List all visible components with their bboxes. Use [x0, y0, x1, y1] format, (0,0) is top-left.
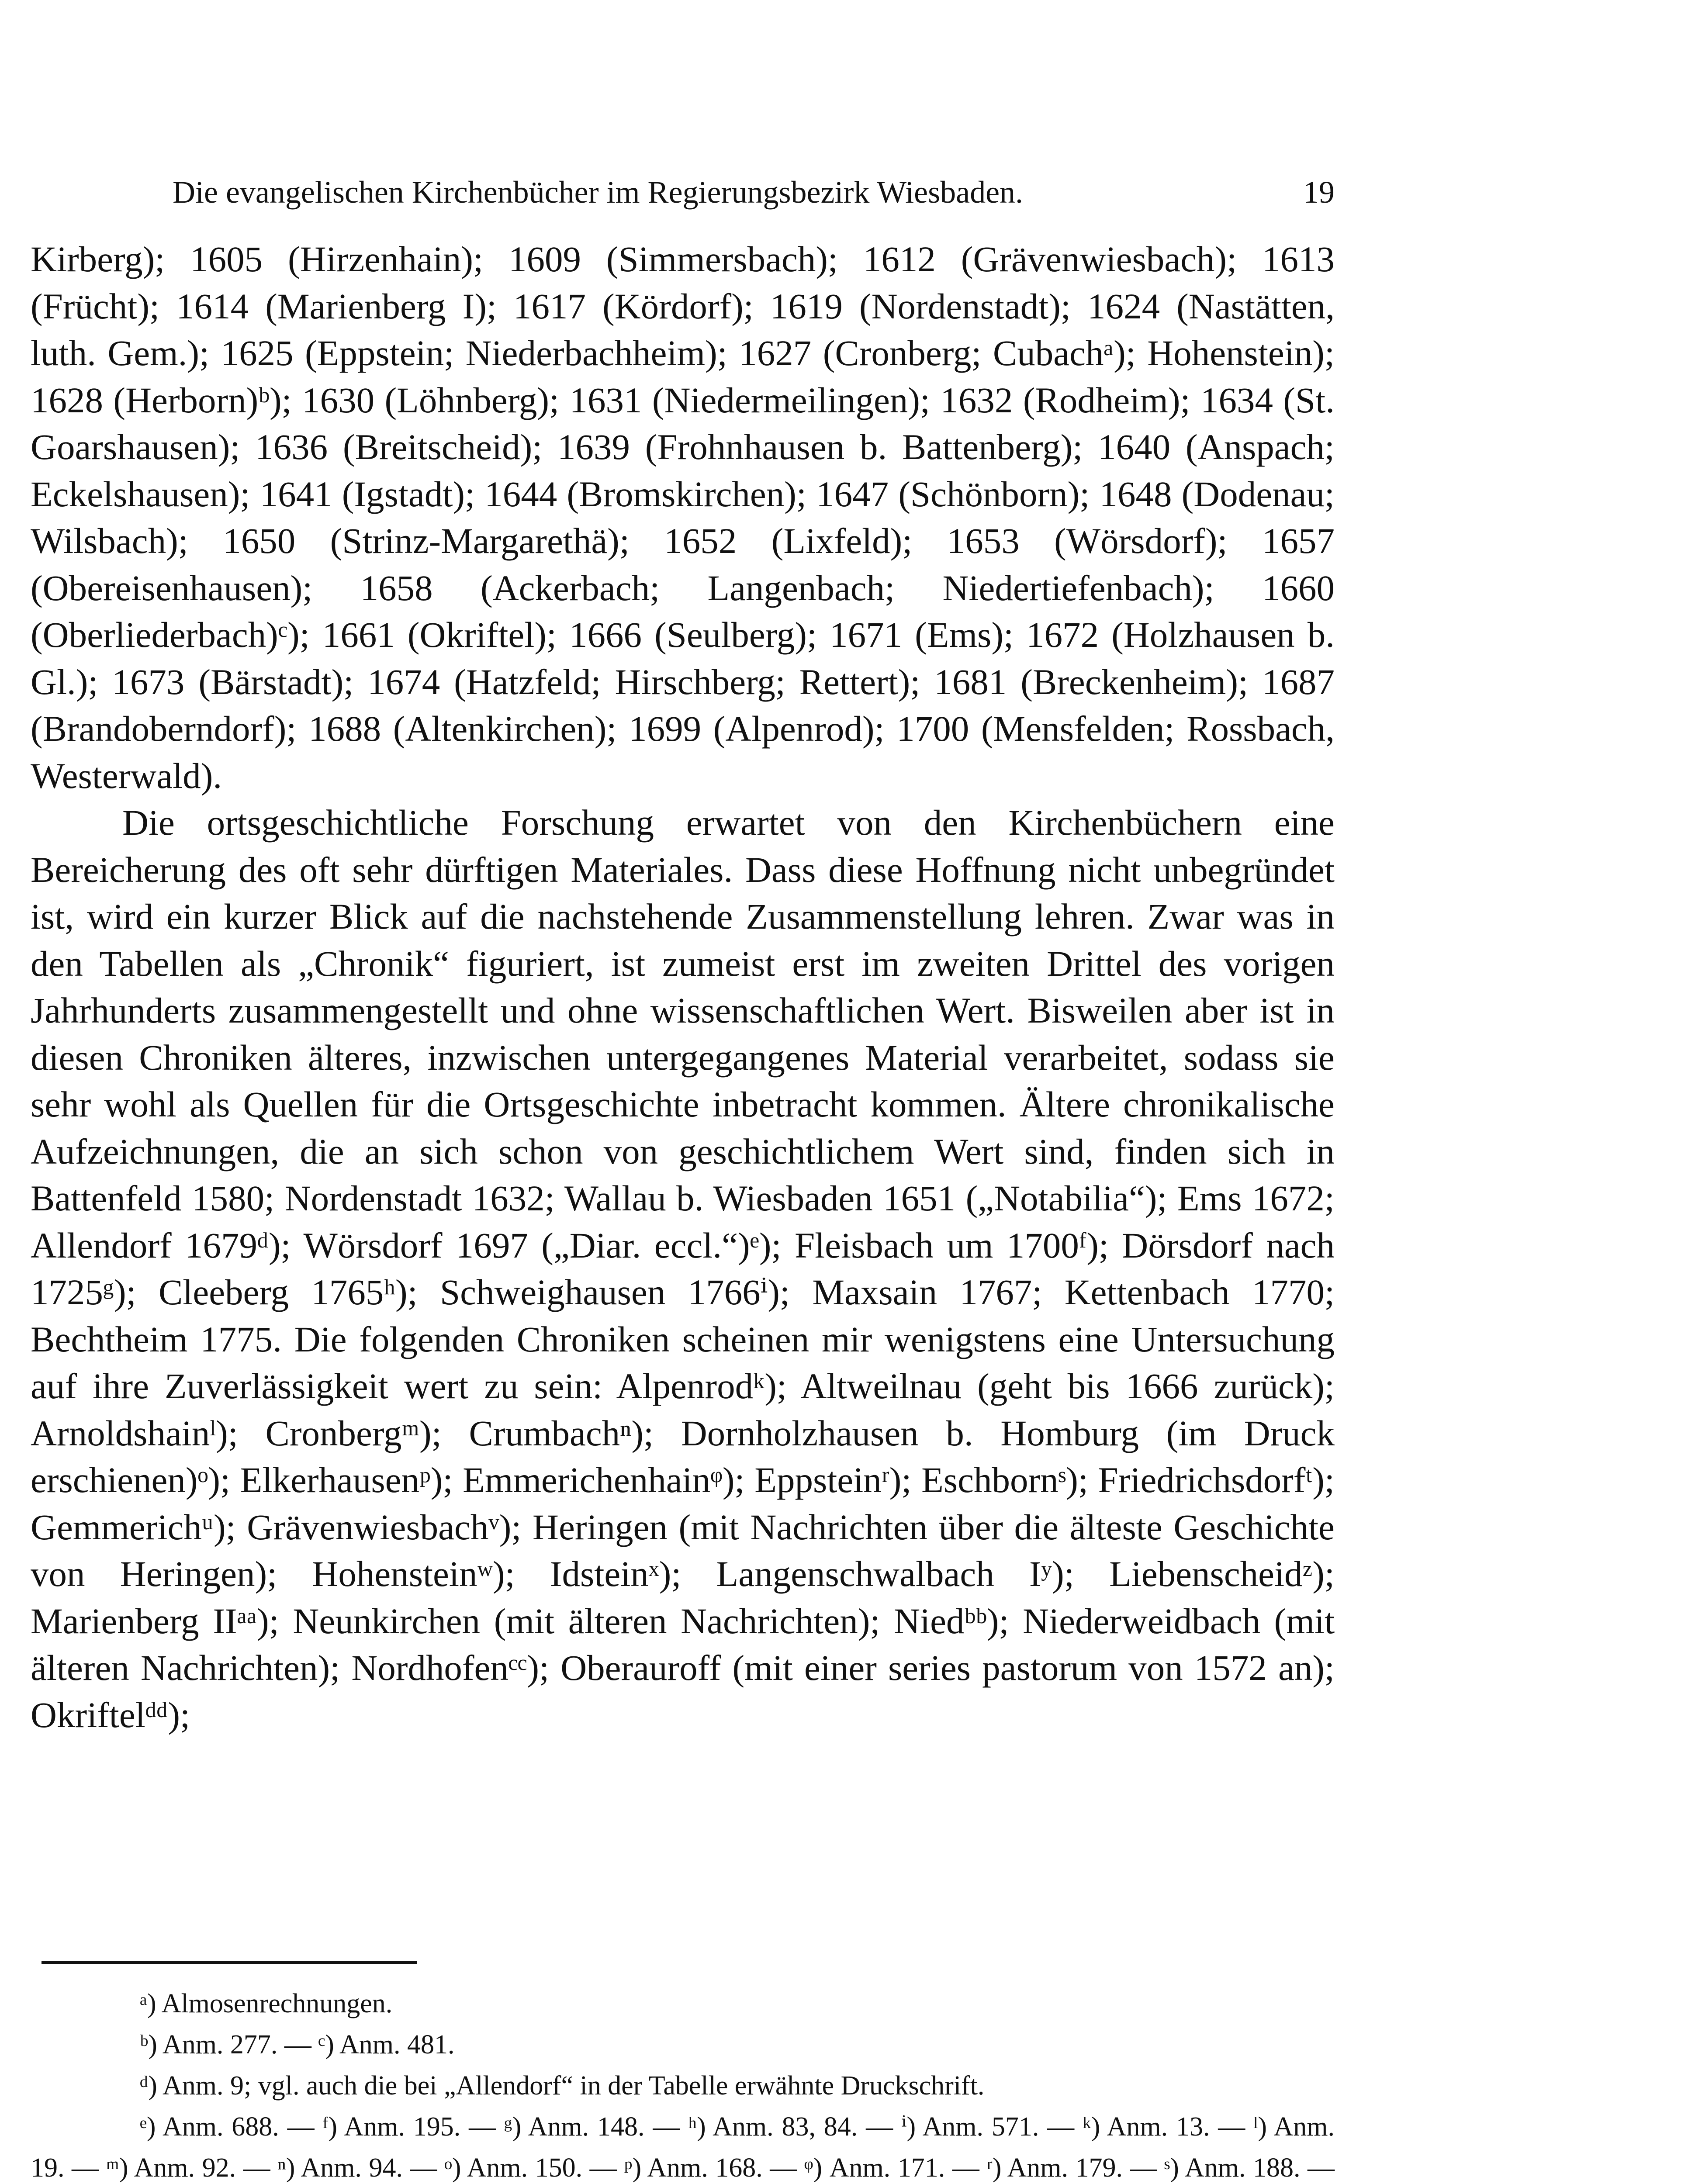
- footnote: ᵉ) Anm. 688. — ᶠ) Anm. 195. — ᵍ) Anm. 148. — ʰ) Anm. 83, 84. — ⁱ) Anm. 571. — ᵏ) Anm. 13. — ˡ) Anm. 19. — ᵐ) Anm. 92. — ⁿ) Anm. 94. — ᵒ) Anm. 150. — ᵖ) Anm. 168. — ᵠ) Anm. 171. — ʳ) Anm. 179. — ˢ) Anm. 188. —: [31, 2112, 1335, 2183]
- footnote: ᵃ) Almosenrechnungen.: [140, 1989, 393, 2018]
- running-title: Die evangelischen Kirchenbücher im Regierungsbezirk Wiesbaden.: [173, 175, 1024, 210]
- paragraph-chronicles: Die ortsgeschichtliche Forschung erwartet von den Kirchenbüchern eine Bereicherung des oft sehr dürftigen Materiales. Dass diese Hoffnung nicht unbegründet ist, wird ein kurzer Blick auf die nachstehende Zusammenstellung lehren. Zwar was in den Tabellen als „Chronik“ figuriert, ist zumeist erst im zweiten Drittel des vorigen Jahrhunderts zusammengestellt und ohne wissenschaftlichen Wert. Bisweilen aber ist in diesen Chroniken älteres, inzwischen untergegangenes Material verarbeitet, sodass sie sehr wohl als Quellen für die Ortsgeschichte inbetracht kommen. Ältere chronikalische Aufzeichnungen, die an sich schon von geschichtlichem Wert sind, finden sich in Battenfeld 1580; Nordenstadt 1632; Wallau b. Wiesbaden 1651 („Notabilia“); Ems 1672; Allendorf 1679ᵈ); Wörsdorf 1697 („Diar. eccl.“)ᵉ); Fleisbach um 1700ᶠ); Dörsdorf nach 1725ᵍ); Cleeberg 1765ʰ); Schweighausen 1766ⁱ); Maxsain 1767; Kettenbach 1770; Bechtheim 1775. Die folgenden Chroniken scheinen mir wenigstens eine Untersuchung auf ihre Zuverlässigkeit wert zu sein: Alpenrodᵏ); Altweilnau (geht bis 1666 zurück); Arnoldshainˡ); Cronbergᵐ); Crumbachⁿ); Dornholzhausen b. Homburg (im Druck erschienen)ᵒ); Elkerhausenᵖ); Emmerichenhainᵠ); Eppsteinʳ); Eschbornˢ); Friedrichsdorfᵗ); Gemmerichᵘ); Grävenwiesbachᵛ); Heringen (mit Nachrichten über die älteste Geschichte von Heringen); Hohensteinʷ); Idsteinˣ); Langenschwalbach Iʸ); Liebenscheidᶻ); Marienberg IIᵃᵃ); Neunkirchen (mit älteren Nachrichten); Niedᵇᵇ); Niederweidbach (mit älteren Nachrichten); Nordhofenᶜᶜ); Oberauroff (mit einer series pastorum von 1572 an); Okriftelᵈᵈ);: [31, 802, 1335, 1735]
- footnote: ᵇ) Anm. 277. — ᶜ) Anm. 481.: [140, 2030, 455, 2060]
- body-text: [31, 236, 1335, 1738]
- paragraph-parish-list: Kirberg); 1605 (Hirzenhain); 1609 (Simmersbach); 1612 (Grävenwiesbach); 1613 (Frücht); 1614 (Marienberg I); 1617 (Kördorf); 1619 (Nordenstadt); 1624 (Nastätten, luth. Gem.); 1625 (Eppstein; Niederbachheim); 1627 (Cronberg; Cubachᵃ); Hohenstein); 1628 (Herborn)ᵇ); 1630 (Löhnberg); 1631 (Niedermeilingen); 1632 (Rodheim); 1634 (St. Goarshausen); 1636 (Breitscheid); 1639 (Frohnhausen b. Battenberg); 1640 (Anspach; Eckelshausen); 1641 (Igstadt); 1644 (Bromskirchen); 1647 (Schönborn); 1648 (Dodenau; Wilsbach); 1650 (Strinz-Margarethä); 1652 (Lixfeld); 1653 (Wörsdorf); 1657 (Obereisenhausen); 1658 (Ackerbach; Langenbach; Niedertiefenbach); 1660 (Oberliederbach)ᶜ); 1661 (Okriftel); 1666 (Seulberg); 1671 (Ems); 1672 (Holzhausen b. Gl.); 1673 (Bärstadt); 1674 (Hatzfeld; Hirschberg; Rettert); 1681 (Breckenheim); 1687 (Brandoberndorf); 1688 (Altenkirchen); 1699 (Alpenrod); 1700 (Mensfelden; Rossbach, Westerwald).: [31, 239, 1335, 796]
- footnotes: [31, 1983, 1335, 2184]
- footnote-separator: [42, 1961, 417, 1964]
- footnote: ᵈ) Anm. 9; vgl. auch die bei „Allendorf“ in der Tabelle erwähnte Druckschrift.: [140, 2071, 985, 2101]
- running-header: [173, 168, 1335, 216]
- page-number: 19: [1303, 175, 1335, 210]
